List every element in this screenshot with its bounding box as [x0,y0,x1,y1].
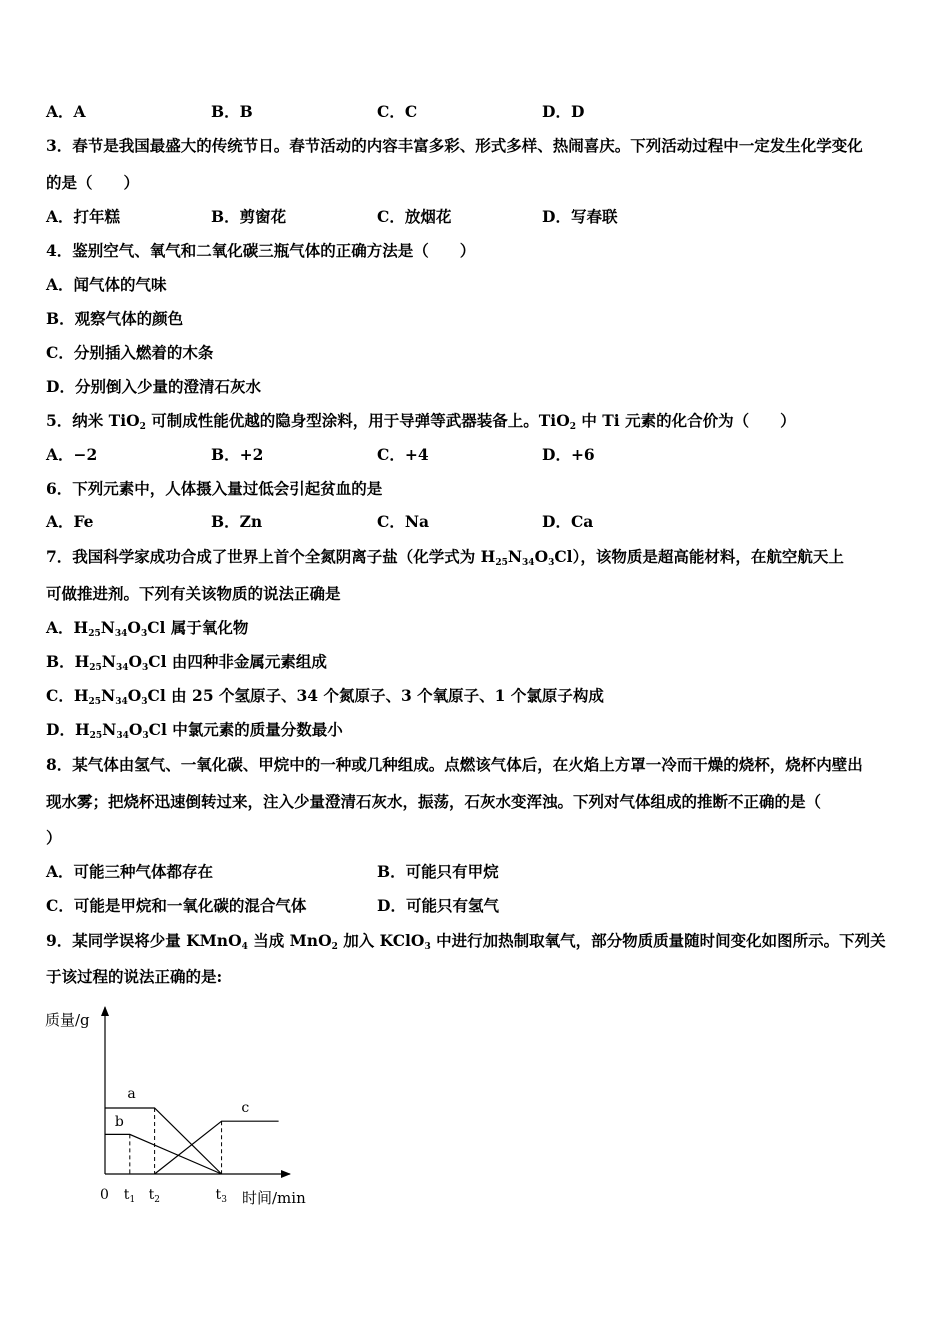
q6-option-c[interactable]: C．Na [377,512,430,531]
q3-stem-line-1: 3．春节是我国最盛大的传统节日。春节活动的内容丰富多彩、形式多样、热闹喜庆。下列活动过程中一定发生化学变化 [46,136,863,155]
q6-option-a[interactable]: A．Fe [46,512,94,531]
q3-option-c[interactable]: C．放烟花 [377,207,452,226]
q6-options [46,512,926,532]
q5-options [46,445,926,465]
q3-option-d[interactable]: D．写春联 [542,207,618,226]
formula: $H_{25}N_{34}O_3Cl$ [74,652,167,673]
q2-option-a[interactable]: A．A [46,102,86,121]
q2-option-b[interactable]: B．B [211,102,253,121]
q2-option-d[interactable]: D．D [542,102,585,121]
q5-option-d[interactable]: D．+6 [542,445,595,464]
x-tick-label-t3: $t_3$ [215,1187,227,1205]
q8-stem-line-3: ） [46,828,62,847]
q6-option-d[interactable]: D．Ca [542,512,594,531]
q5-stem: 5．纳米 TiO$_2$ 可制成性能优越的隐身型涂料，用于导弹等武器装备上。TiO$_2$ 中 Ti 元素的化合价为（ ） [46,411,796,432]
q4-option-b[interactable]: B．观察气体的颜色 [46,309,184,328]
guide-lines [130,1108,222,1174]
x-axis-label: 时间/min [242,1189,306,1207]
q4-option-a[interactable]: A．闻气体的气味 [46,275,167,294]
formula: $H_{25}N_{34}O_3Cl$ [73,686,166,707]
q4-stem: 4．鉴别空气、氧气和二氧化碳三瓶气体的正确方法是（ ） [46,241,476,260]
q7-option-d[interactable]: D．$H_{25}N_{34}O_3Cl$ 中氯元素的质量分数最小 [46,720,343,741]
q8-stem-line-1: 8．某气体由氢气、一氧化碳、甲烷中的一种或几种组成。点燃该气体后，在火焰上方罩一冷而干燥的烧杯，烧杯内壁出 [46,755,863,774]
q8-option-d[interactable]: D．可能只有氢气 [377,896,499,915]
q4-option-c[interactable]: C．分别插入燃着的木条 [46,343,214,362]
series-label-b: b [114,1114,124,1131]
q5-option-c[interactable]: C．+4 [377,445,429,464]
origin-label: 0 [100,1187,109,1203]
q7-stem-line-1: 7．我国科学家成功合成了世界上首个全氮阴离子盐（化学式为 $H_{25}N_{34}O_3Cl$），该物质是超高能材料，在航空航天上 [46,547,844,568]
series-label-c: c [241,1100,250,1117]
series-line-b [105,1134,222,1174]
q6-option-b[interactable]: B．Zn [211,512,263,531]
q2-option-c[interactable]: C．C [377,102,418,121]
series-line-c [155,1121,279,1174]
q3-option-b[interactable]: B．剪窗花 [211,207,287,226]
q8-option-b[interactable]: B．可能只有甲烷 [377,862,499,881]
q3-option-a[interactable]: A．打年糕 [46,207,121,226]
q8-options-row-2 [46,896,926,916]
q8-option-c[interactable]: C．可能是甲烷和一氧化碳的混合气体 [46,896,307,915]
q7-option-c[interactable]: C．$H_{25}N_{34}O_3Cl$ 由 25 个氢原子、34 个氮原子、3 个氧原子、1 个氯原子构成 [46,686,604,707]
q5-option-b[interactable]: B．+2 [211,445,264,464]
q7-option-b[interactable]: B．$H_{25}N_{34}O_3Cl$ 由四种非金属元素组成 [46,652,327,673]
q3-stem-line-2: 的是（ ） [46,173,140,192]
q8-stem-line-2: 现水雾；把烧杯迅速倒转过来，注入少量澄清石灰水，振荡，石灰水变浑浊。下列对气体组成的推断不正确的是（ [46,792,822,811]
series-lines [105,1108,279,1174]
q5-option-a[interactable]: A．−2 [46,445,98,464]
x-tick-label-t1: $t_1$ [123,1187,136,1205]
q2-options [46,102,926,122]
q3-options [46,207,926,227]
q8-options-row-1 [46,862,926,882]
formula: $H_{25}N_{34}O_3Cl$ [73,618,166,639]
q6-stem: 6．下列元素中，人体摄入量过低会引起贫血的是 [46,479,383,498]
x-tick-label-t2: $t_2$ [148,1187,160,1205]
y-axis-label: 质量/g [45,1011,90,1029]
x-tick-labels [124,1187,227,1205]
q7-option-a[interactable]: A．$H_{25}N_{34}O_3Cl$ 属于氧化物 [46,618,249,639]
formula: $H_{25}N_{34}O_3Cl$ [74,720,167,741]
q9-stem-line-2: 于该过程的说法正确的是: [46,967,223,986]
q9-stem-line-1: 9．某同学误将少量 KMnO$_4$ 当成 MnO$_2$ 加入 KClO$_3$ 中进行加热制取氧气，部分物质质量随时间变化如图所示。下列关 [46,931,886,952]
mass-time-chart [40,1005,330,1220]
series-label-a: a [127,1086,136,1103]
q7-stem-line-2: 可做推进剂。下列有关该物质的说法正确是 [46,584,341,603]
q4-option-d[interactable]: D．分别倒入少量的澄清石灰水 [46,377,261,396]
q8-option-a[interactable]: A．可能三种气体都存在 [46,862,214,881]
